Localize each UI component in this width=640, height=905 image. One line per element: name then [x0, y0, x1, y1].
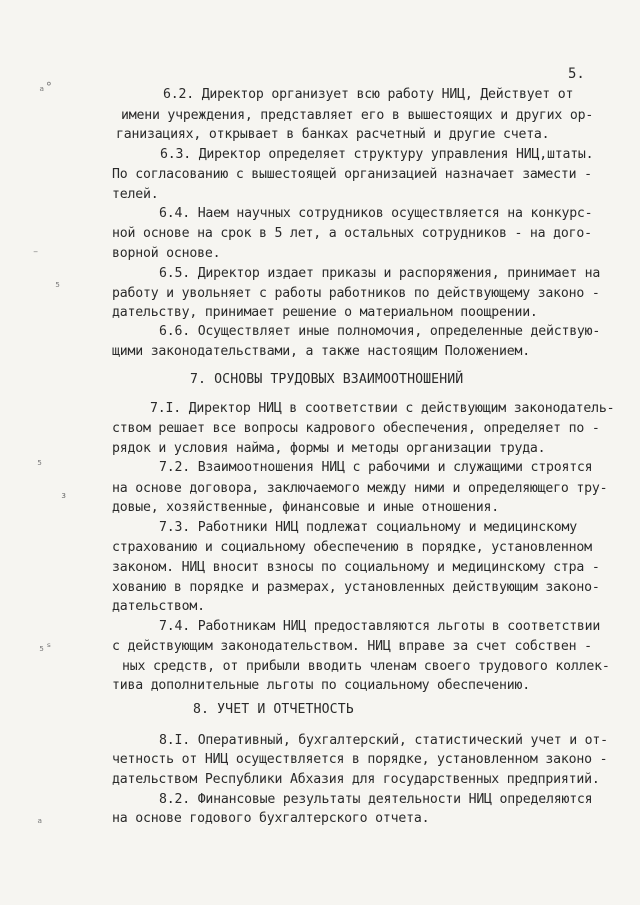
- text-line: 6.5. Директор издает приказы и распоряжения, принимает на: [159, 266, 601, 281]
- text-line: 7.I. Директор НИЦ в соответствии с действующим законодатель-: [150, 401, 615, 416]
- scan-mark: ₋: [32, 243, 40, 257]
- text-line: телей.: [112, 187, 159, 202]
- text-line: тива дополнительные льготы по социальному обеспечению.: [112, 678, 530, 693]
- scan-mark: ₅: [36, 454, 44, 468]
- text-line: щими законодательствами, а также настоящим Положением.: [112, 344, 530, 359]
- text-line: 6.4. Наем научных сотрудников осуществляется на конкурс-: [159, 206, 593, 221]
- text-line: 7.4. Работникам НИЦ предоставляются льготы в соответствии: [159, 619, 601, 634]
- text-line: работу и увольняет с работы работников по действующему законо -: [112, 286, 600, 301]
- text-line: 8.2. Финансовые результаты деятельности НИЦ определяются: [159, 792, 593, 807]
- text-line: хованию в порядке и размерах, установленных действующим законо-: [112, 580, 600, 595]
- text-line: 6.2. Директор организует всю работу НИЦ, Действует от: [163, 87, 574, 102]
- text-line: ворной основе.: [112, 246, 221, 261]
- page-number: 5.: [568, 66, 585, 82]
- text-line: с действующим законодательством. НИЦ вправе за счет собствен -: [112, 639, 592, 654]
- text-line: дательству, принимает решение о материальном поощрении.: [112, 305, 538, 320]
- text-line: 6.3. Директор определяет структуру управления НИЦ,штаты.: [160, 147, 594, 162]
- text-line: имени учреждения, представляет его в вышестоящих и других ор-: [121, 108, 594, 123]
- text-line: на основе годового бухгалтерского отчета.: [112, 811, 430, 826]
- text-line: ством решает все вопросы кадрового обеспечения, определяет по -: [112, 421, 600, 436]
- text-line: дательством Республики Абхазия для государственных предприятий.: [112, 772, 600, 787]
- scan-mark: ₃: [60, 487, 68, 501]
- text-line: 7.3. Работники НИЦ подлежат социальному и медицинскому: [159, 520, 577, 535]
- text-line: 7.2. Взаимоотношения НИЦ с рабочими и служащими строятся: [159, 460, 593, 475]
- scan-mark: ₅ˢ: [38, 640, 53, 654]
- text-line: страхованию и социальному обеспечению в порядке, установленном: [112, 540, 592, 555]
- scan-mark: ₐ°: [38, 80, 53, 94]
- text-line: законом. НИЦ вносит взносы по социальному и медицинскому стра -: [112, 560, 600, 575]
- text-line: довые, хозяйственные, финансовые и иные отношения.: [112, 500, 499, 515]
- text-line: четность от НИЦ осуществляется в порядке, установленном законо -: [112, 752, 608, 767]
- text-line: рядок и условия найма, формы и методы организации труда.: [112, 441, 546, 456]
- text-line: дательством.: [112, 599, 205, 614]
- text-line: 8.I. Оперативный, бухгалтерский, статистический учет и от-: [159, 733, 608, 748]
- section-heading: 8. УЧЕТ И ОТЧЕТНОСТЬ: [193, 702, 354, 717]
- text-line: ганизациях, открывает в банках расчетный и другие счета.: [116, 127, 550, 142]
- scan-mark: ₅: [54, 276, 62, 290]
- scan-mark: ₐ: [36, 812, 44, 826]
- text-line: на основе договора, заключаемого между ними и определяющего тру-: [112, 481, 608, 496]
- text-line: ных средств, от прибыли вводить членам своего трудового коллек-: [122, 659, 610, 674]
- section-heading: 7. ОСНОВЫ ТРУДОВЫХ ВЗАИМООТНОШЕНИЙ: [190, 372, 464, 387]
- text-line: 6.6. Осуществляет иные полномочия, определенные действую-: [159, 324, 601, 339]
- text-line: ной основе на срок в 5 лет, а остальных сотрудников - на дого-: [112, 226, 592, 241]
- text-line: По согласованию с вышестоящей организацией назначает замести -: [112, 167, 592, 182]
